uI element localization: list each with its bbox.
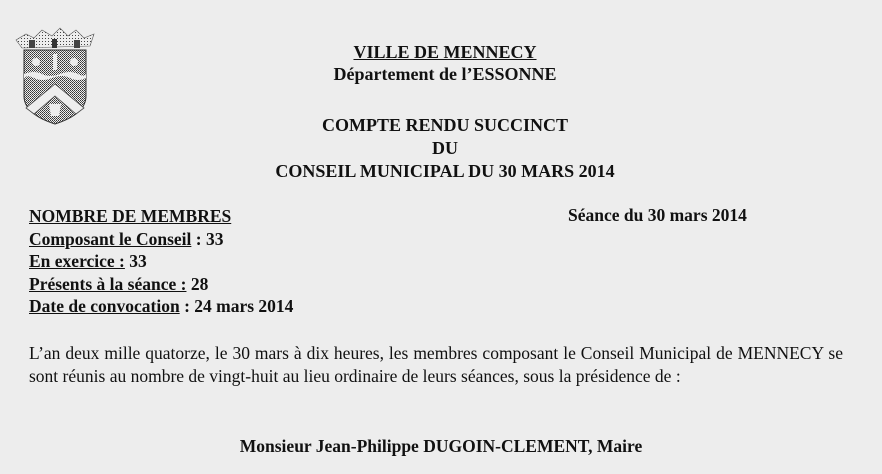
members-item-presents bbox=[29, 273, 293, 296]
members-item-value: 24 mars 2014 bbox=[194, 296, 294, 316]
members-item-exercice bbox=[29, 250, 293, 273]
members-item-sep: : bbox=[179, 296, 195, 316]
session-date: Séance du 30 mars 2014 bbox=[568, 205, 747, 225]
document-title-line-2: DU bbox=[432, 138, 458, 158]
members-item-label: Présents à la séance : bbox=[29, 273, 187, 294]
members-item-value: 33 bbox=[129, 251, 147, 271]
president-name: Monsieur Jean-Philippe DUGOIN-CLEMENT, Maire bbox=[239, 436, 643, 456]
members-item-label: Date de convocation bbox=[29, 296, 180, 316]
members-item-composant bbox=[29, 228, 293, 251]
members-item-value: 33 bbox=[205, 228, 224, 249]
members-item-sep: : bbox=[191, 228, 206, 249]
town-name: VILLE DE MENNECY bbox=[353, 42, 537, 62]
document-title-line-1: COMPTE RENDU SUCCINCT bbox=[321, 115, 568, 135]
members-item-convocation bbox=[29, 295, 293, 318]
document-title-line-3: CONSEIL MUNICIPAL DU 30 MARS 2014 bbox=[275, 161, 615, 181]
members-item-label: En exercice : bbox=[29, 251, 125, 271]
members-item-value: 28 bbox=[190, 273, 209, 294]
body-paragraph: L’an deux mille quatorze, le 30 mars à dix heures, les membres composant le Conseil Municipal de MENNECY se sont réunis au nombre de vingt-huit au lieu ordinaire de leurs séances, sous la présidence de : bbox=[29, 343, 843, 386]
department-name: Département de l’ESSONNE bbox=[333, 64, 557, 84]
members-heading: NOMBRE DE MEMBRES bbox=[29, 206, 232, 226]
members-block bbox=[29, 205, 293, 318]
members-item-label: Composant le Conseil bbox=[29, 228, 192, 249]
